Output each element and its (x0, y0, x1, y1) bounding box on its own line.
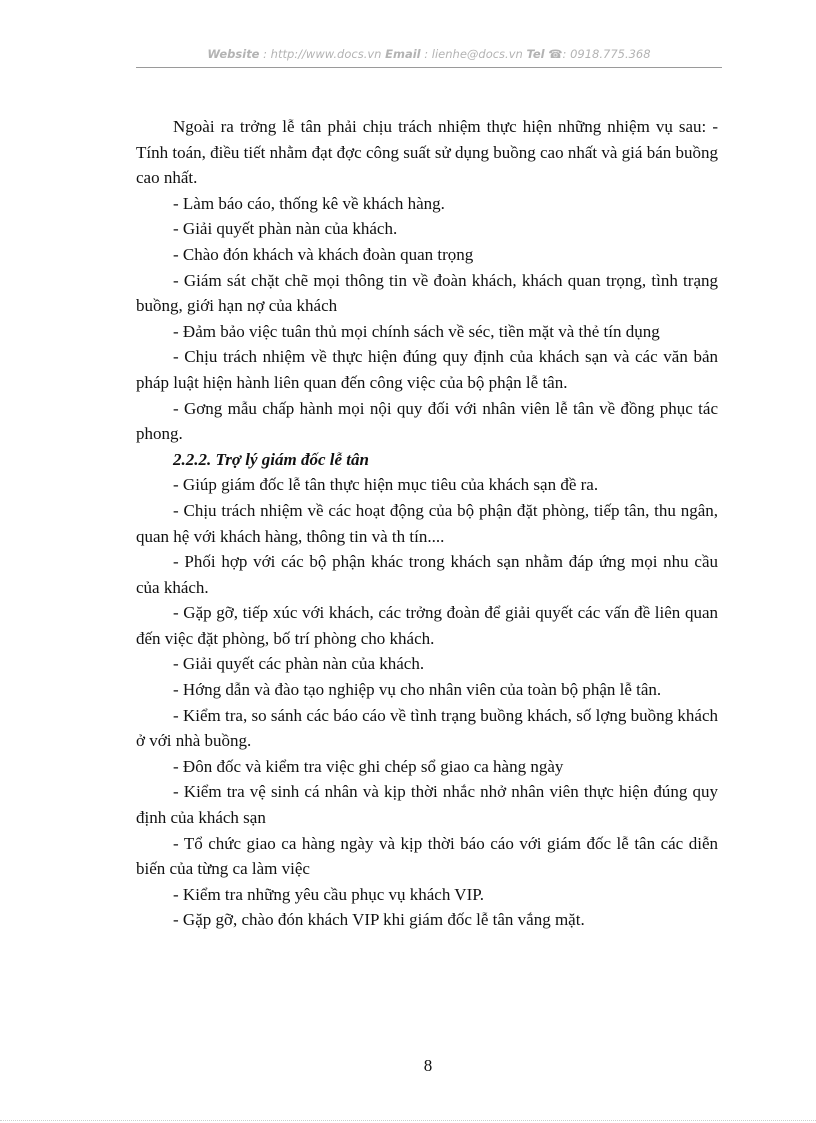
paragraph: - Chịu trách nhiệm về các hoạt động của bộ phận đặt phòng, tiếp tân, thu ngân, quan hệ với khách hàng, thông tin và th tín.... (136, 500, 718, 546)
paragraph: - Gặp gỡ, tiếp xúc với khách, các trởng đoàn để giải quyết các vấn đề liên quan đến việc đặt phòng, bố trí phòng cho khách. (136, 603, 718, 648)
paragraph: - Tổ chức giao ca hàng ngày và kịp thời báo cáo với giám đốc lễ tân các diễn biến của từng ca làm việc (136, 833, 718, 879)
paragraph: - Làm báo cáo, thống kê về khách hàng. (173, 193, 445, 213)
paragraph: - Gặp gỡ, chào đón khách VIP khi giám đốc lễ tân vắng mặt. (173, 910, 585, 930)
page-number: 8 (423, 1056, 433, 1075)
footer-divider (0, 1120, 816, 1121)
website-value: : http://www.docs.vn (263, 47, 382, 61)
paragraph: - Đảm bảo việc tuân thủ mọi chính sách về séc, tiền mặt và thẻ tín dụng (173, 321, 660, 341)
section-heading: 2.2.2. Trợ lý giám đốc lễ tân (173, 449, 369, 469)
paragraph: - Giám sát chặt chẽ mọi thông tin về đoàn khách, khách quan trọng, tình trạng buồng, giới hạn nợ của khách (136, 270, 718, 316)
paragraph: - Giải quyết phàn nàn của khách. (173, 219, 398, 239)
paragraph: - Giúp giám đốc lễ tân thực hiện mục tiêu của khách sạn đề ra. (173, 475, 599, 495)
paragraph: - Kiểm tra vệ sinh cá nhân và kịp thời nhắc nhở nhân viên thực hiện đúng quy định của khách sạn (136, 782, 718, 828)
header-divider (136, 67, 722, 68)
paragraph: - Phối hợp với các bộ phận khác trong khách sạn nhằm đáp ứng mọi nhu cầu của khách. (136, 552, 718, 597)
paragraph: - Chịu trách nhiệm về thực hiện đúng quy định của khách sạn và các văn bản pháp luật hiện hành liên quan đến công việc của bộ phận lễ tân. (136, 347, 718, 392)
email-label: Email (385, 47, 421, 61)
tel-label: Tel (526, 47, 545, 61)
paragraph: - Đôn đốc và kiểm tra việc ghi chép sổ giao ca hàng ngày (173, 756, 564, 776)
document-body (136, 114, 718, 933)
paragraph: Ngoài ra trởng lễ tân phải chịu trách nhiệm thực hiện những nhiệm vụ sau: - Tính toán, điều tiết nhằm đạt đợc công suất sử dụng buồng cao nhất và giá bán buồng cao nhất. (136, 117, 718, 188)
paragraph: - Giải quyết các phàn nàn của khách. (173, 654, 425, 674)
tel-value: ☎: 0918.775.368 (548, 47, 651, 61)
paragraph: - Hớng dẫn và đào tạo nghiệp vụ cho nhân viên của toàn bộ phận lễ tân. (173, 680, 662, 700)
paragraph: - Kiểm tra những yêu cầu phục vụ khách VIP. (173, 884, 485, 904)
paragraph: - Kiểm tra, so sánh các báo cáo về tình trạng buồng khách, số lợng buồng khách ở với nhà buồng. (136, 705, 718, 751)
website-label: Website (207, 47, 260, 61)
page-header (136, 47, 722, 61)
paragraph: - Gơng mẫu chấp hành mọi nội quy đối với nhân viên lễ tân về đồng phục tác phong. (136, 398, 718, 444)
email-value: : lienhe@docs.vn (424, 47, 523, 61)
paragraph: - Chào đón khách và khách đoàn quan trọng (173, 244, 474, 264)
